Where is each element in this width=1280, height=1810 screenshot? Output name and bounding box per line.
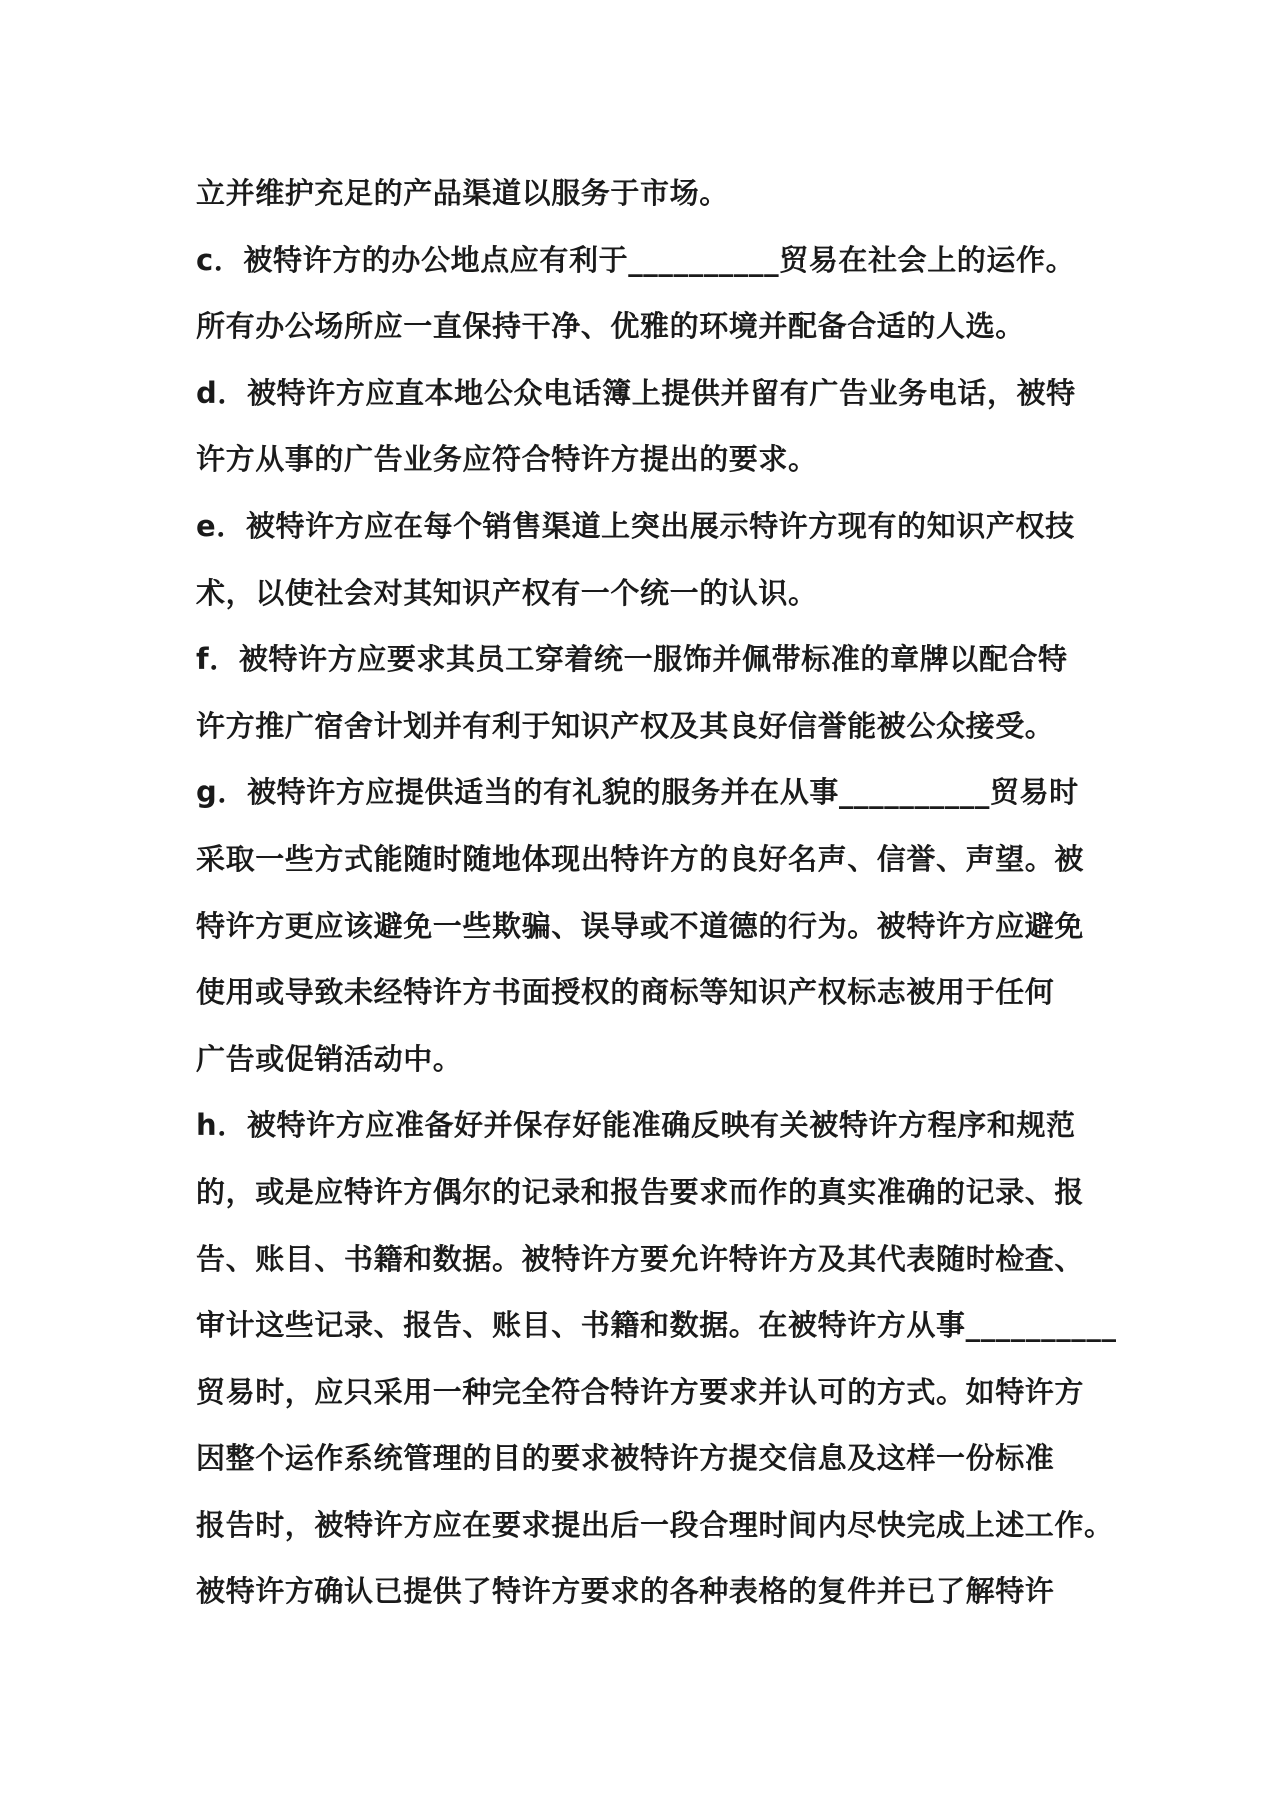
text-line: 所有办公场所应一直保持干净、优雅的环境并配备合适的人选。 [196, 309, 1025, 344]
text-line: 使用或导致未经特许方书面授权的商标等知识产权标志被用于任何 [196, 975, 1055, 1010]
text-line: 告、账目、书籍和数据。被特许方要允许特许方及其代表随时检查、 [196, 1241, 1085, 1276]
text-line: 被特许方确认已提供了特许方要求的各种表格的复件并已了解特许 [196, 1574, 1055, 1609]
text-line: c．被特许方的办公地点应有利于__________贸易在社会上的运作。 [196, 242, 1076, 277]
text-line: 立并维护充足的产品渠道以服务于市场。 [196, 176, 729, 210]
text-line: f．被特许方应要求其员工穿着统一服饰并佩带标准的章牌以配合特 [196, 642, 1068, 677]
text-line: 审计这些记录、报告、账目、书籍和数据。在被特许方从事__________ [196, 1308, 1117, 1343]
text-line: 的，或是应特许方偶尔的记录和报告要求而作的真实准确的记录、报 [196, 1174, 1085, 1209]
text-line: 报告时，被特许方应在要求提出后一段合理时间内尽快完成上述工作。 [196, 1507, 1114, 1542]
text-line: 因整个运作系统管理的目的要求被特许方提交信息及这样一份标准 [196, 1441, 1055, 1476]
text-line: h．被特许方应准备好并保存好能准确反映有关被特许方程序和规范 [196, 1108, 1076, 1143]
text-line: e．被特许方应在每个销售渠道上突出展示特许方现有的知识产权技 [196, 508, 1075, 543]
text-line: 术，以使社会对其知识产权有一个统一的认识。 [196, 575, 818, 610]
text-line: g．被特许方应提供适当的有礼貌的服务并在从事__________贸易时 [196, 775, 1079, 810]
text-line: 采取一些方式能随时随地体现出特许方的良好名声、信誉、声望。被 [196, 841, 1085, 876]
text-line: 特许方更应该避免一些欺骗、误导或不道德的行为。被特许方应避免 [196, 908, 1085, 943]
text-line: 广告或促销活动中。 [196, 1041, 463, 1076]
text-line: 贸易时，应只采用一种完全符合特许方要求并认可的方式。如特许方 [196, 1374, 1085, 1409]
text-line: d．被特许方应直本地公众电话簿上提供并留有广告业务电话，被特 [196, 375, 1076, 410]
text-line: 许方从事的广告业务应符合特许方提出的要求。 [196, 442, 818, 477]
text-line: 许方推广宿舍计划并有利于知识产权及其良好信誉能被公众接受。 [196, 708, 1055, 743]
document-body [196, 160, 1117, 1625]
